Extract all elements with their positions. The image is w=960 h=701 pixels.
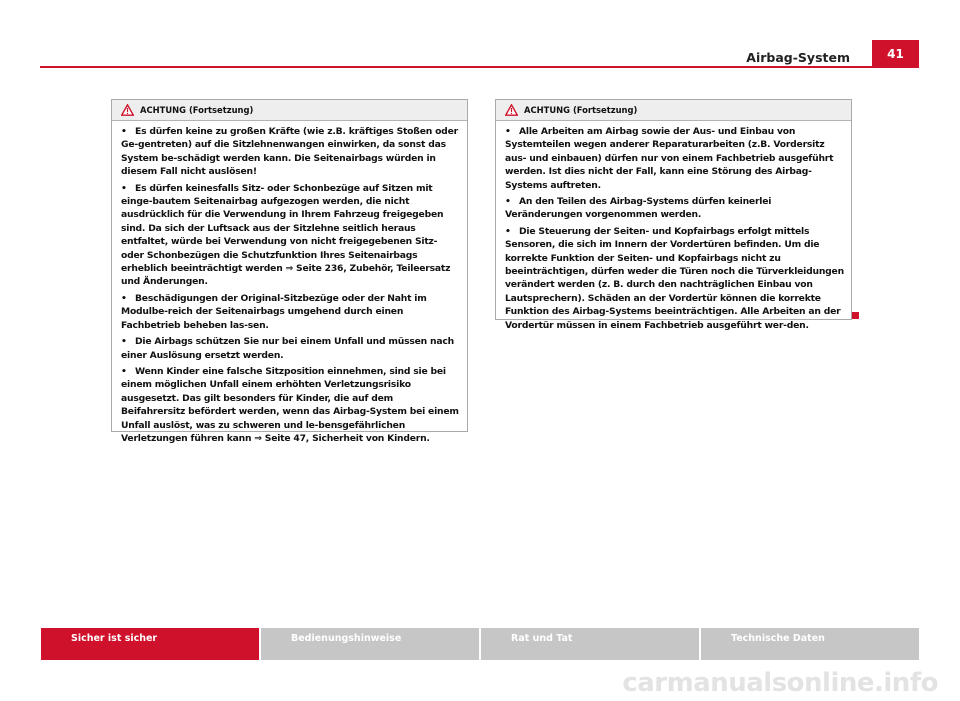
bullet-marker: • — [121, 365, 127, 377]
bullet-marker: • — [505, 225, 511, 237]
list-item: • Wenn Kinder eine falsche Sitzposition einnehmen, sind sie bei einem möglichen Unfall einem erhöhten Verletzungsrisiko ausgesetzt. Das gilt besonders für Kinder, die auf dem Beifahrersitz befördert werden, wenn das Airbag-System bei einem Unfall auslöst, was zu schweren und le-bensgefährlichen Verletzungen führen kann ⇒ Seite 47, Sicherheit von Kindern. — [121, 365, 459, 444]
header-rule — [40, 66, 919, 68]
list-item: • Alle Arbeiten am Airbag sowie der Aus- und Einbau von Systemteilen wegen anderer Reparaturarbeiten (z.B. Vordersitz aus- und einbauen) dürfen nur von einem Fachbetrieb ausgeführt werden. Ist dies nicht der Fall, kann eine Störung des Airbag-Systems auftreten. — [505, 126, 834, 191]
tab-rat-und-tat[interactable]: Rat und Tat — [481, 628, 699, 660]
section-end-square-icon — [852, 312, 859, 319]
list-item: • Die Steuerung der Seiten- und Kopfairbags erfolgt mittels Sensoren, die sich im Innern der Vordertüren befinden. Um die korrekte Funktion der Seiten- und Kopfairbags nicht zu beeinträchtigen, dürfen weder die Türen noch die Türverkleidungen verändert werden (z. B. durch den nachträglichen Einbau von Lautsprechern). Schäden an der Vordertür können die korrekte Funktion des Airbag-Systems beeinträchtigen. Alle Arbeiten an der Vordertür müssen in einem Fachbetrieb ausgeführt wer-den. — [505, 225, 844, 331]
bullet-marker: • — [121, 126, 127, 137]
list-item: • Es dürfen keine zu großen Kräfte (wie z.B. kräftiges Stoßen oder Ge-gentreten) auf die Sitzlehnenwangen einwirken, da sonst das System be-schädigt werden kann. Die Seitenairbags würden in diesem Fall nicht auslösen! — [121, 126, 458, 178]
list-item: • Es dürfen keinesfalls Sitz- oder Schonbezüge auf Sitzen mit einge-bautem Seitenairbag aufgezogen werden, die nicht ausdrücklich für die Verwendung in Ihrem Fahrzeug freigegeben sind. Da sich der Luftsack aus der Sitzlehne seitlich heraus entfaltet, würde bei Verwendung von nicht freigegebenen Sitz- oder Schonbezügen die Schutzfunktion Ihres Seitenairbags erheblich beeinträchtigt werden ⇒ Seite 236, Zubehör, Teileersatz und Änderungen. — [121, 182, 451, 288]
warning-heading: ACHTUNG (Fortsetzung) — [140, 105, 254, 115]
tab-sicher-ist-sicher[interactable]: Sicher ist sicher — [41, 628, 259, 660]
page-number: 41 — [872, 40, 919, 68]
warning-triangle-icon — [505, 104, 518, 116]
warning-box-right — [495, 99, 852, 331]
warning-body — [496, 121, 851, 332]
list-item: • Beschädigungen der Original-Sitzbezüge oder der Naht im Modulbe-reich der Seitenairbags umgehend durch einen Fachbetrieb beheben las-sen. — [121, 292, 427, 331]
warning-heading: ACHTUNG (Fortsetzung) — [524, 105, 638, 115]
warning-triangle-icon — [121, 104, 134, 116]
page-header-title: Airbag-System — [746, 50, 850, 65]
bullet-marker: • — [121, 336, 127, 348]
bullet-marker: • — [505, 126, 511, 137]
list-item: • Die Airbags schützen Sie nur bei einem Unfall und müssen nach einer Auslösung ersetzt werden. — [121, 336, 454, 361]
bullet-marker: • — [121, 182, 127, 194]
tab-bedienungshinweise[interactable]: Bedienungshinweise — [261, 628, 479, 660]
list-item: • An den Teilen des Airbag-Systems dürfen keinerlei Veränderungen vorgenommen werden. — [505, 196, 772, 221]
warning-body — [112, 121, 467, 445]
warning-box-left — [111, 99, 468, 444]
tab-technische-daten[interactable]: Technische Daten — [701, 628, 919, 660]
bullet-marker: • — [505, 196, 511, 208]
bullet-marker: • — [121, 292, 127, 304]
watermark: carmanualsonline.info — [622, 668, 938, 698]
warning-box-header — [496, 100, 851, 121]
footer-chapter-nav — [41, 628, 919, 660]
warning-box-header — [112, 100, 467, 121]
